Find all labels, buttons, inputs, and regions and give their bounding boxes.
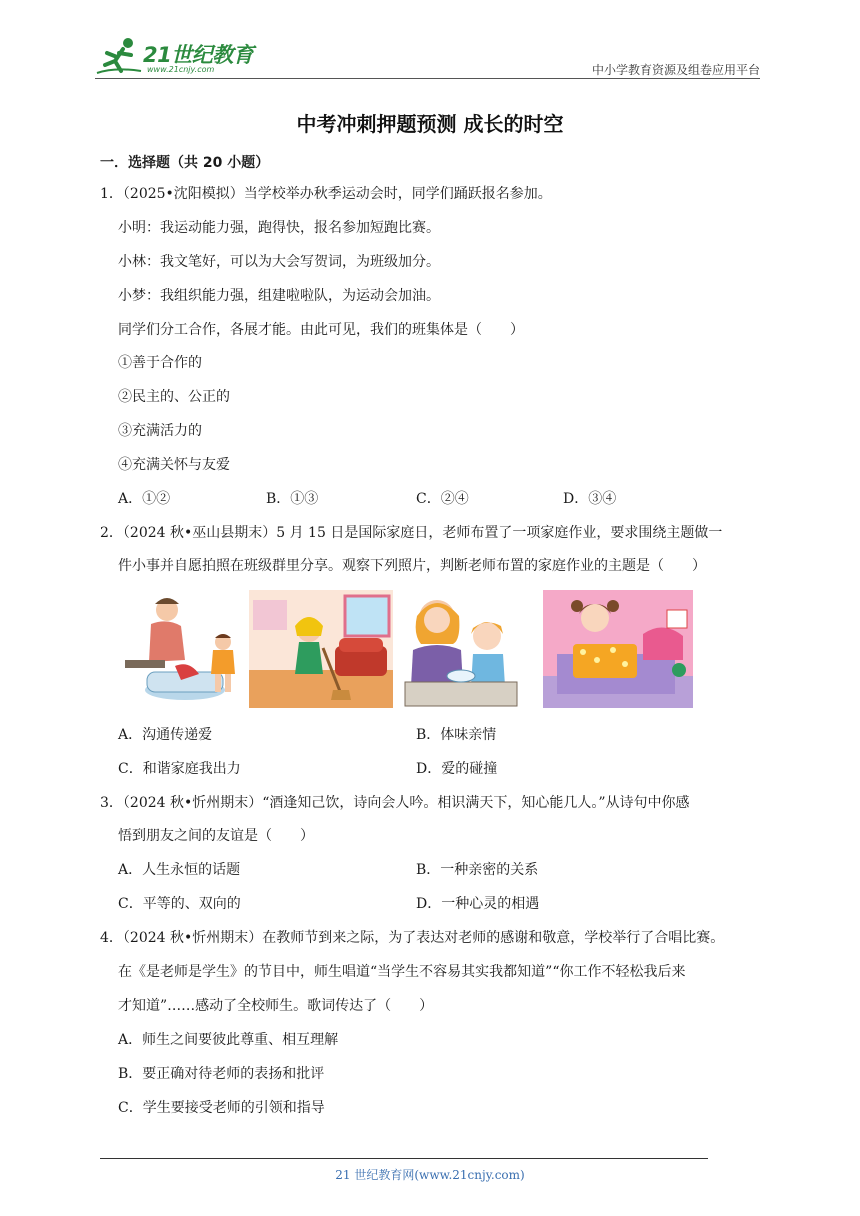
question-1-option-c[interactable]: C．②④ bbox=[416, 491, 469, 507]
question-1-option-d[interactable]: D．③④ bbox=[563, 491, 617, 507]
question-1-line: 小明：我运动能力强，跑得快，报名参加短跑比赛。 bbox=[118, 220, 440, 236]
site-logo bbox=[95, 35, 260, 77]
question-4-option-b[interactable]: B．要正确对待老师的表扬和批评 bbox=[118, 1066, 325, 1082]
question-4-line: 才知道”……感动了全校师生。歌词传达了（ ） bbox=[118, 998, 434, 1014]
question-1-item: ②民主的、公正的 bbox=[118, 389, 230, 405]
question-1-item: ④充满关怀与友爱 bbox=[118, 457, 230, 473]
question-2-line: 件小事并自愿拍照在班级群里分享。观察下列照片，判断老师布置的家庭作业的主题是（ ） bbox=[118, 558, 706, 574]
runner-logo-icon bbox=[95, 35, 145, 77]
page-title: 中考冲刺押题预测 成长的时空 bbox=[296, 112, 564, 136]
question-2-option-c[interactable]: C．和谐家庭我出力 bbox=[118, 761, 241, 777]
question-2-stem: 2．（2024 秋•巫山县期末）5 月 15 日是国际家庭日，老师布置了一项家庭作业，要求围绕主题做一 bbox=[100, 525, 723, 541]
question-3-stem: 3．（2024 秋•忻州期末）“酒逢知己饮，诗向会人吟。相识满天下，知心能几人。”从诗句中你感 bbox=[100, 795, 690, 811]
question-3-option-b[interactable]: B．一种亲密的关系 bbox=[416, 862, 539, 878]
question-1-option-a[interactable]: A．①② bbox=[118, 491, 171, 507]
question-4-option-a[interactable]: A．师生之间要彼此尊重、相互理解 bbox=[118, 1032, 339, 1048]
footer-link[interactable]: 21 世纪教育网(www.21cnjy.com) bbox=[335, 1168, 525, 1182]
question-3-option-d[interactable]: D．一种心灵的相遇 bbox=[416, 896, 540, 912]
question-3-option-a[interactable]: A．人生永恒的话题 bbox=[118, 862, 241, 878]
question-1-line: 小梦：我组织能力强，组建啦啦队，为运动会加油。 bbox=[118, 288, 440, 304]
question-1-line: 小林：我文笔好，可以为大会写贺词，为班级加分。 bbox=[118, 254, 440, 270]
question-3-line: 悟到朋友之间的友谊是（ ） bbox=[118, 828, 314, 844]
header-divider bbox=[95, 78, 760, 79]
section-heading: 一．选择题（共 20 小题） bbox=[100, 155, 270, 171]
question-4-option-c[interactable]: C．学生要接受老师的引领和指导 bbox=[118, 1100, 325, 1116]
question-4-stem: 4．（2024 秋•忻州期末）在教师节到来之际，为了表达对老师的感谢和敬意，学校举行了合唱比赛。 bbox=[100, 930, 725, 946]
question-2-option-a[interactable]: A．沟通传递爱 bbox=[118, 727, 213, 743]
washing-clothes-illustration bbox=[115, 590, 243, 708]
question-2-option-d[interactable]: D．爱的碰撞 bbox=[416, 761, 498, 777]
platform-name: 中小学教育资源及组卷应用平台 bbox=[591, 63, 760, 77]
question-1-option-b[interactable]: B．①③ bbox=[266, 491, 319, 507]
question-1-item: ①善于合作的 bbox=[118, 355, 202, 371]
logo-text: 21世纪教育 bbox=[143, 43, 254, 67]
question-1-item: ③充满活力的 bbox=[118, 423, 202, 439]
page-header bbox=[95, 30, 760, 80]
sweeping-room-illustration bbox=[249, 590, 393, 708]
question-2-images bbox=[115, 590, 695, 710]
question-3-option-c[interactable]: C．平等的、双向的 bbox=[118, 896, 241, 912]
question-1-line: 同学们分工合作，各展才能。由此可见，我们的班集体是（ ） bbox=[118, 322, 524, 338]
washing-dishes-illustration bbox=[399, 590, 523, 708]
making-bed-illustration bbox=[543, 590, 693, 708]
question-2-option-b[interactable]: B．体味亲情 bbox=[416, 727, 497, 743]
question-4-line: 在《是老师是学生》的节目中，师生唱道“当学生不容易其实我都知道”“你工作不轻松我后来 bbox=[118, 964, 686, 980]
logo-url: www.21cnjy.com bbox=[147, 65, 215, 74]
question-1-stem: 1．（2025•沈阳模拟）当学校举办秋季运动会时，同学们踊跃报名参加。 bbox=[100, 186, 552, 202]
footer-divider bbox=[100, 1158, 708, 1159]
